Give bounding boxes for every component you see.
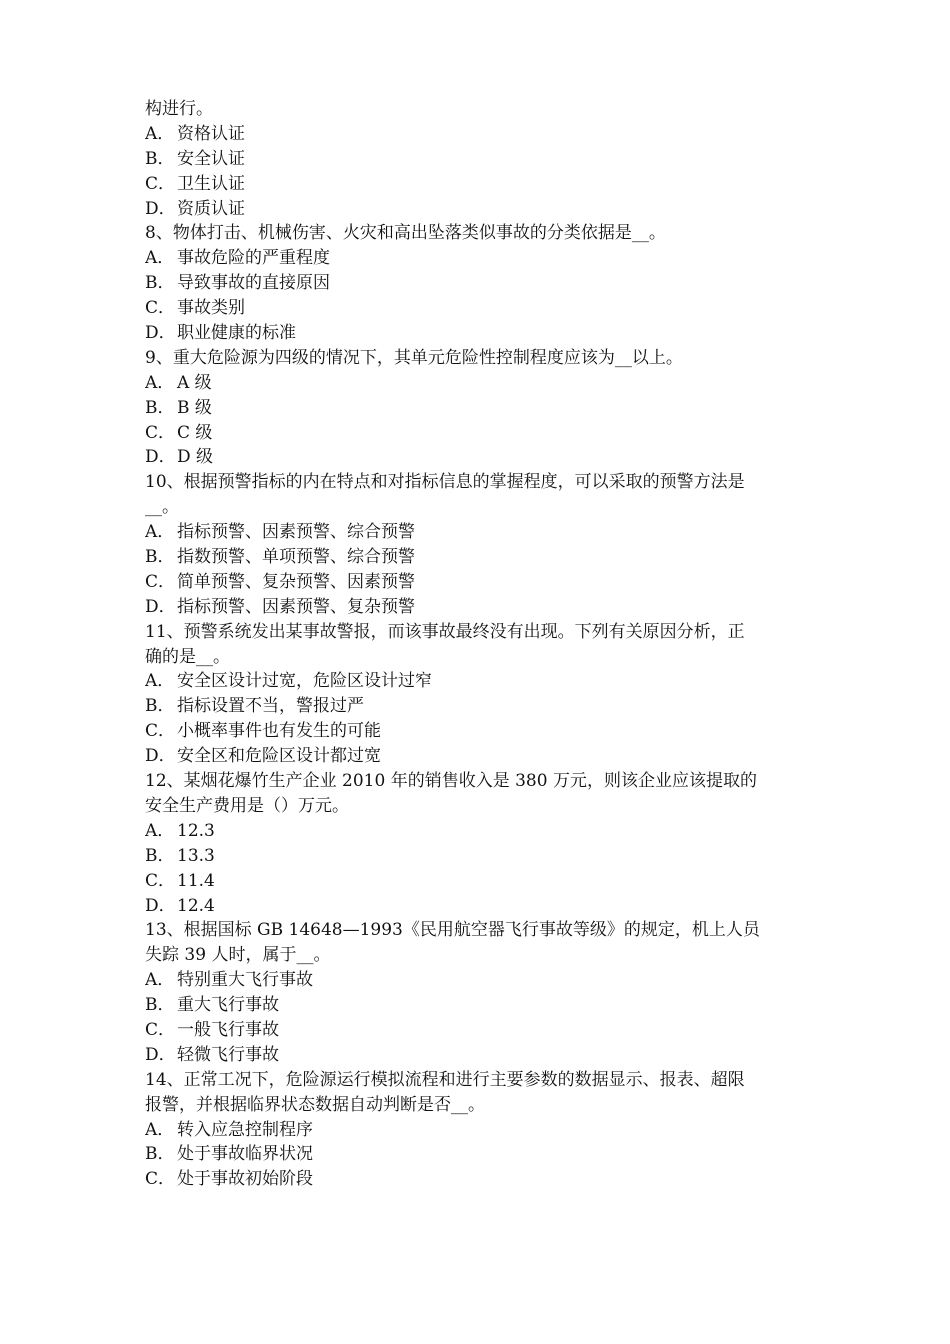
option-letter: B． <box>145 397 175 418</box>
option-text: 一般飞行事故 <box>177 1019 279 1040</box>
question-text: 13、根据国标 GB 14648—1993《民用航空器飞行事故等级》的规定，机上人员 <box>145 920 760 941</box>
answer-option <box>145 1142 815 1167</box>
option-letter: C． <box>145 298 176 319</box>
question-text-continued: 失踪 39 人时，属于__。 <box>145 945 331 966</box>
option-letter: B． <box>145 547 175 568</box>
answer-option <box>145 421 815 446</box>
question-text: 11、预警系统发出某事故警报，而该事故最终没有出现。下列有关原因分析，正 <box>145 621 745 642</box>
option-letter: B． <box>145 148 175 169</box>
answer-option <box>145 894 815 919</box>
question-block <box>145 221 815 345</box>
answer-option <box>145 669 815 694</box>
answer-option <box>145 271 815 296</box>
question-block <box>145 620 815 769</box>
answer-option <box>145 1043 815 1068</box>
option-letter: C． <box>145 1019 176 1040</box>
option-text: 重大飞行事故 <box>177 995 279 1016</box>
option-letter: D． <box>145 447 176 468</box>
answer-option <box>145 1018 815 1043</box>
option-letter: D． <box>145 323 176 344</box>
option-text: 事故类别 <box>177 298 245 319</box>
option-letter: C． <box>145 870 176 891</box>
option-letter: C． <box>145 1169 176 1190</box>
question-text: 9、重大危险源为四级的情况下，其单元危险性控制程度应该为__以上。 <box>145 347 683 368</box>
option-letter: C． <box>145 721 176 742</box>
option-q7-d <box>145 197 815 222</box>
option-letter: C． <box>145 571 176 592</box>
option-letter: A． <box>145 671 175 692</box>
option-letter: A． <box>145 522 175 543</box>
option-text: 安全区设计过宽，危险区设计过窄 <box>177 671 432 692</box>
option-letter: A． <box>145 820 175 841</box>
option-text: 职业健康的标准 <box>177 323 296 344</box>
q7-options <box>145 122 815 222</box>
answer-option <box>145 1118 815 1143</box>
option-text: 12.3 <box>177 820 215 841</box>
answer-option <box>145 869 815 894</box>
option-q7-c <box>145 172 815 197</box>
option-text: 转入应急控制程序 <box>177 1119 313 1140</box>
option-text: 13.3 <box>177 845 215 866</box>
answer-option <box>145 1167 815 1192</box>
option-text: 安全认证 <box>177 148 245 169</box>
answer-option <box>145 371 815 396</box>
option-letter: A． <box>145 123 175 144</box>
option-text: 特别重大飞行事故 <box>177 970 313 991</box>
question-block <box>145 769 815 918</box>
question-list <box>145 221 815 1192</box>
question-text: 14、正常工况下，危险源运行模拟流程和进行主要参数的数据显示、报表、超限 <box>145 1069 745 1090</box>
option-letter: A． <box>145 248 175 269</box>
option-text: C 级 <box>177 422 213 443</box>
question-text: 8、物体打击、机械伤害、火灾和高出坠落类似事故的分类依据是__。 <box>145 223 666 244</box>
option-text: 小概率事件也有发生的可能 <box>177 721 381 742</box>
question-block <box>145 918 815 1067</box>
answer-option <box>145 570 815 595</box>
option-text: 指标预警、因素预警、综合预警 <box>177 522 415 543</box>
answer-option <box>145 296 815 321</box>
option-text: 指数预警、单项预警、综合预警 <box>177 547 415 568</box>
option-text: 简单预警、复杂预警、因素预警 <box>177 571 415 592</box>
answer-option <box>145 321 815 346</box>
answer-option <box>145 694 815 719</box>
option-text: 处于事故初始阶段 <box>177 1169 313 1190</box>
option-letter: D． <box>145 596 176 617</box>
option-text: 指标预警、因素预警、复杂预警 <box>177 596 415 617</box>
option-text: 资质认证 <box>177 198 245 219</box>
question-block <box>145 346 815 470</box>
question-text-continued: 报警，并根据临界状态数据自动判断是否__。 <box>145 1094 485 1115</box>
option-text: 指标设置不当，警报过严 <box>177 696 364 717</box>
option-letter: A． <box>145 1119 175 1140</box>
document-page <box>145 97 815 1192</box>
answer-option <box>145 520 815 545</box>
option-text: 卫生认证 <box>177 173 245 194</box>
answer-option <box>145 246 815 271</box>
question-block <box>145 470 815 619</box>
option-text: 轻微飞行事故 <box>177 1044 279 1065</box>
option-letter: B． <box>145 1144 175 1165</box>
option-text: 资格认证 <box>177 123 245 144</box>
question-text-continued: 确的是__。 <box>145 646 230 667</box>
option-letter: D． <box>145 198 176 219</box>
answer-option <box>145 744 815 769</box>
option-q7-b <box>145 147 815 172</box>
option-text: A 级 <box>177 372 212 393</box>
option-letter: D． <box>145 1044 176 1065</box>
answer-option <box>145 993 815 1018</box>
option-letter: A． <box>145 372 175 393</box>
answer-option <box>145 819 815 844</box>
option-letter: B． <box>145 995 175 1016</box>
answer-option <box>145 595 815 620</box>
question-text: 12、某烟花爆竹生产企业 2010 年的销售收入是 380 万元，则该企业应该提取的 <box>145 771 757 792</box>
option-letter: D． <box>145 746 176 767</box>
option-q7-a <box>145 122 815 147</box>
option-text: D 级 <box>177 447 214 468</box>
option-letter: C． <box>145 422 176 443</box>
answer-option <box>145 545 815 570</box>
question-text: 10、根据预警指标的内在特点和对指标信息的掌握程度，可以采取的预警方法是 <box>145 472 745 493</box>
option-text: B 级 <box>177 397 212 418</box>
answer-option <box>145 844 815 869</box>
continued-text: 构进行。 <box>145 99 213 119</box>
option-text: 处于事故临界状况 <box>177 1144 313 1165</box>
option-text: 事故危险的严重程度 <box>177 248 330 269</box>
question-text-continued: __。 <box>145 497 179 518</box>
option-letter: D． <box>145 895 176 916</box>
answer-option <box>145 968 815 993</box>
question-block <box>145 1068 815 1192</box>
answer-option <box>145 396 815 421</box>
option-text: 安全区和危险区设计都过宽 <box>177 746 381 767</box>
option-letter: A． <box>145 970 175 991</box>
question-text-continued: 安全生产费用是（）万元。 <box>145 795 349 816</box>
answer-option <box>145 719 815 744</box>
option-letter: C． <box>145 173 176 194</box>
option-text: 导致事故的直接原因 <box>177 273 330 294</box>
option-text: 12.4 <box>177 895 215 916</box>
option-text: 11.4 <box>177 870 215 891</box>
option-letter: B． <box>145 845 175 866</box>
answer-option <box>145 445 815 470</box>
option-letter: B． <box>145 696 175 717</box>
option-letter: B． <box>145 273 175 294</box>
